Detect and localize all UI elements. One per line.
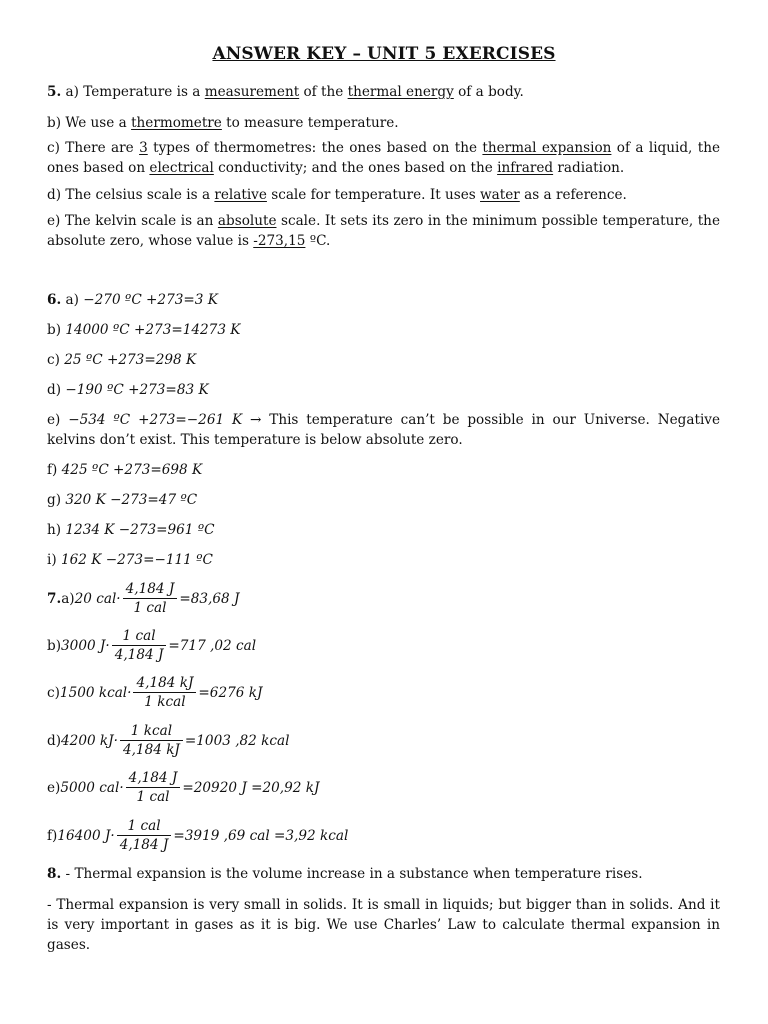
fraction: $\frac{4,184 J}{\text{1 cal}}$ [126, 770, 181, 805]
equation: 14000 ºC +273=14273 K [65, 322, 241, 338]
answer-blank: measurement [204, 84, 300, 100]
q6-i: i) 162 K −273=−111 ºC [47, 552, 213, 568]
answer-blank: thermal expansion [482, 140, 612, 156]
q5-b: b) We use a thermometre to measure temperature. [47, 115, 399, 131]
answer-blank: water [480, 187, 520, 203]
equation: −534 ºC +273=−261 K [68, 412, 243, 428]
q8-p2: - Thermal expansion is very small in solids. It is small in liquids; but bigger than in solids. And it is very important in gases as it is big. We use Charles’ Law to calculate thermal expansion in gases. [47, 897, 720, 953]
answer-blank: infrared [497, 160, 554, 176]
fraction: $\frac{4,184 kJ}{\text{1 kcal}}$ [133, 675, 196, 710]
q8-number: 8. [47, 866, 62, 882]
q6-h: h) 1234 K −273=961 ºC [47, 522, 215, 538]
q6-b: b) 14000 ºC +273=14273 K [47, 322, 241, 338]
q7-f: f) 16400 J· $\frac{\text{1 cal}}{4,184 J}$ =3919 ,69 cal =3,92 kcal [47, 818, 349, 853]
fraction: $\frac{\text{1 kcal}}{4,184 kJ}$ [120, 723, 183, 758]
q5-number: 5. [47, 84, 62, 100]
q5-c: c) There are 3 types of thermometres: the ones based on the thermal expansion of a liquid, the ones based on electrical conductivity; and the ones based on the infrared radiation. [47, 140, 720, 176]
answer-blank: electrical [149, 160, 214, 176]
equation: 162 K −273=−111 ºC [60, 552, 213, 568]
q6-d: d) −190 ºC +273=83 K [47, 382, 209, 398]
fraction: $\frac{\text{1 cal}}{4,184 J}$ [117, 818, 172, 853]
answer-blank: -273,15 [253, 233, 306, 249]
page-title: ANSWER KEY – UNIT 5 EXERCISES [212, 44, 556, 64]
q6-e: e) −534 ºC +273=−261 K → This temperature can’t be possible in our Universe. Negative kelvins don’t exist. This temperature is below absolute zero. [47, 412, 721, 448]
q7-number: 7. [47, 590, 62, 607]
fraction: $\frac{\text{1 cal}}{4,184 J}$ [112, 628, 167, 663]
q6-c: c) 25 ºC +273=298 K [47, 352, 197, 368]
q6-a: 6. a) −270 ºC +273=3 K [47, 292, 218, 308]
answer-blank: 3 [139, 140, 148, 156]
q5-d: d) The celsius scale is a relative scale for temperature. It uses water as a reference. [47, 187, 627, 203]
q7-d: d) 4200 kJ· $\frac{\text{1 kcal}}{4,184 kJ}$ =1003 ,82 kcal [47, 723, 290, 758]
answer-blank: thermal energy [347, 84, 454, 100]
q7-c: c) 1500 kcal· $\frac{4,184 kJ}{\text{1 kcal}}$ =6276 kJ [47, 675, 263, 710]
answer-blank: thermometre [131, 115, 222, 131]
q6-number: 6. [47, 292, 62, 308]
q6-g: g) 320 K −273=47 ºC [47, 492, 198, 508]
q7-b: b) 3000 J· $\frac{\text{1 cal}}{4,184 J}$ =717 ,02 cal [47, 628, 257, 663]
equation: 1234 K −273=961 ºC [65, 522, 215, 538]
q7-a: 7. a) 20 cal· $\frac{4,184 J}{\text{1 cal}}$ =83,68 J [47, 581, 240, 616]
equation: −270 ºC +273=3 K [83, 292, 218, 308]
equation: −190 ºC +273=83 K [65, 382, 209, 398]
q7-e: e) 5000 cal· $\frac{4,184 J}{\text{1 cal}}$ =20920 J =20,92 kJ [47, 770, 320, 805]
equation: 25 ºC +273=298 K [64, 352, 197, 368]
answer-blank: absolute [217, 213, 277, 229]
q5-a: 5. a) Temperature is a measurement of the thermal energy of a body. [47, 84, 524, 100]
answer-blank: relative [214, 187, 267, 203]
q5-e: e) The kelvin scale is an absolute scale. It sets its zero in the minimum possible temperature, the absolute zero, whose value is -273,15 ºC. [47, 213, 720, 249]
equation: 320 K −273=47 ºC [65, 492, 198, 508]
fraction: $\frac{4,184 J}{\text{1 cal}}$ [123, 581, 178, 616]
q6-f: f) 425 ºC +273=698 K [47, 462, 203, 478]
q8-p1: 8. - Thermal expansion is the volume increase in a substance when temperature rises. [47, 866, 643, 882]
equation: 425 ºC +273=698 K [61, 462, 203, 478]
